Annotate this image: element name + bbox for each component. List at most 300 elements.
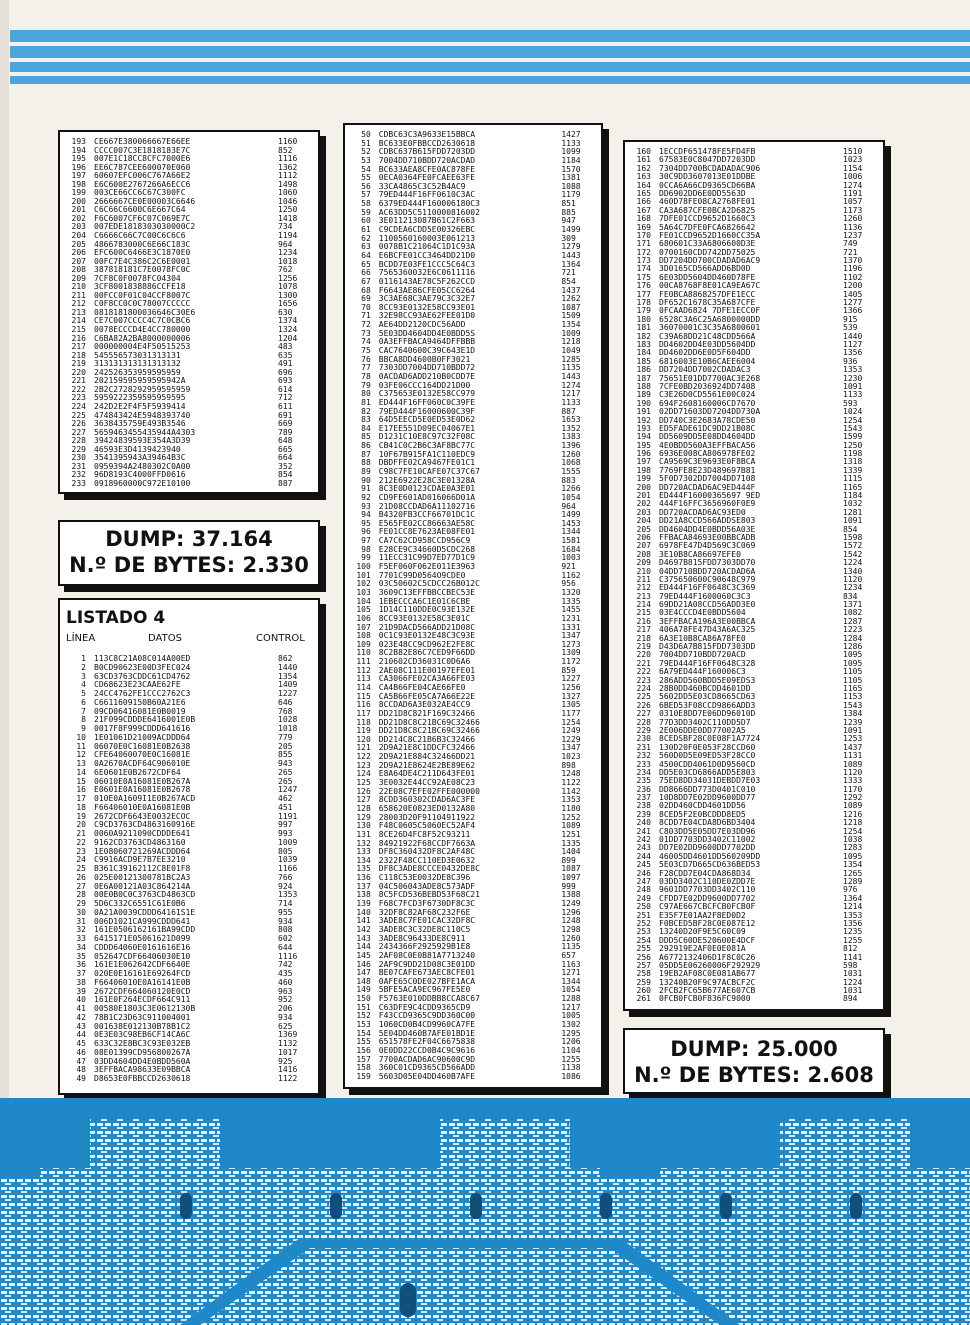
listing-row [625, 148, 883, 156]
listing-row [60, 215, 318, 224]
listing-row [625, 291, 883, 299]
checksum: 1054 [561, 493, 581, 502]
data-hex: CE7C007CCCC4C7C0CBC6 [94, 317, 191, 326]
checksum: 1204 [278, 334, 298, 343]
data-hex: E8A64DE4C211D643FE01 [378, 770, 476, 779]
checksum: 1443 [561, 251, 581, 260]
line-number: 214 [71, 317, 86, 326]
checksum: 1133 [561, 398, 581, 407]
listing-row [60, 1075, 318, 1084]
listing-row [345, 667, 601, 676]
line-number: 212 [636, 584, 651, 593]
data-hex: 1D14C110DDE0C93E132E [378, 606, 476, 615]
listing-row [625, 761, 883, 769]
line-number: 103 [356, 588, 371, 597]
listing-row [625, 987, 883, 995]
listing-row [345, 606, 601, 615]
line-number: 161 [636, 156, 651, 165]
listing-row [60, 673, 318, 682]
data-hex: 03DD4604DD4E0BDD560A [94, 1057, 191, 1066]
dump-box-2 [623, 1028, 885, 1094]
data-hex: 32DF8C82AF68C232F6E [378, 908, 471, 917]
checksum: 1404 [561, 848, 581, 857]
listing-row [60, 386, 318, 395]
line-number: 78 [361, 372, 371, 381]
listing-row [625, 668, 883, 676]
checksum: 1160 [278, 138, 298, 146]
data-hex: DD214C8C21B6B3C32466 [378, 735, 476, 744]
line-number: 76 [361, 355, 371, 364]
data-hex: 5959222359595959595 [94, 394, 186, 403]
listing-row [625, 492, 883, 500]
line-number: 146 [356, 960, 371, 969]
line-number: 204 [71, 232, 86, 241]
listing-row [625, 844, 883, 852]
listing-row [345, 978, 601, 987]
listing-row [625, 467, 883, 475]
checksum: 1091 [843, 382, 863, 391]
line-number: 248 [636, 886, 651, 895]
line-number: 30 [76, 908, 86, 917]
line-number: 218 [636, 634, 651, 643]
line-number: 159 [356, 1072, 371, 1081]
listing-row [625, 551, 883, 559]
checksum: 1234 [843, 584, 863, 593]
checksum: 1542 [843, 550, 863, 559]
listing-row [60, 1005, 318, 1014]
data-hex: F5EF060F062E011E3963 [378, 563, 476, 572]
line-number: 220 [636, 651, 651, 660]
checksum: 883 [561, 476, 576, 485]
data-hex: 313131313131313132 [94, 360, 181, 369]
listing-row [625, 677, 883, 685]
checksum: 1024 [843, 408, 863, 417]
data-hex: 21D9DACD566ADD21D08C [378, 623, 476, 632]
checksum: 1440 [843, 332, 863, 341]
listing-row [345, 1056, 601, 1065]
checksum: 1135 [561, 943, 581, 952]
listing-row [625, 626, 883, 634]
data-hex: 8CDD7E04CDA8D6BD3404 [659, 819, 756, 828]
listing-row [345, 226, 601, 235]
checksum: 1335 [561, 597, 581, 606]
data-hex: C6C66C6600C6E667C64 [94, 206, 186, 215]
line-number: 32 [76, 926, 86, 935]
checksum: 1191 [278, 812, 298, 821]
data-hex: 0959394A2480302C0A00 [94, 462, 191, 471]
line-number: 223 [71, 394, 86, 403]
listing-row [625, 685, 883, 693]
listing-row [625, 618, 883, 626]
data-hex: F0BCED5BF28C0E087E12 [659, 919, 756, 928]
line-number: 11 [76, 742, 86, 751]
line-number: 59 [361, 208, 371, 217]
data-hex: 2B2C2728292959595959 [94, 385, 191, 394]
line-number: 68 [361, 286, 371, 295]
checksum: 1353 [561, 796, 581, 805]
checksum: 1248 [561, 917, 581, 926]
checksum: 1572 [843, 542, 863, 551]
data-hex: 3609C13EFFBBCCBEC53E [378, 588, 476, 597]
data-hex: 7565360032E6C0611116 [378, 269, 476, 278]
data-hex: 63CD3763CDDC61CD4762 [94, 672, 191, 681]
checksum: 1327 [561, 692, 581, 701]
data-hex: FE01CC8E7623AE08FE01 [378, 528, 476, 537]
listing-row [345, 451, 601, 460]
line-number: 163 [636, 173, 651, 182]
checksum: 1353 [278, 891, 298, 900]
byte-count: N.º DE BYTES: 2.608 [634, 1063, 874, 1087]
listing-row [345, 183, 601, 192]
checksum: 1352 [561, 424, 581, 433]
line-number: 46 [76, 1048, 86, 1057]
data-hex: E0601E0A16081E0B2678 [94, 786, 191, 795]
checksum: 1288 [561, 995, 581, 1004]
data-hex: 242D2E2F4F5F5939414 [94, 402, 186, 411]
listing-row [625, 601, 883, 609]
checksum: 1509 [561, 312, 581, 321]
listing-row [60, 283, 318, 292]
data-hex: DD4604DD4E0BDD56A03E [659, 525, 756, 534]
listing-row [345, 814, 601, 823]
checksum: 762 [278, 266, 293, 275]
data-hex: C3E26D0CD5561E00C024 [659, 391, 756, 400]
checksum: 669 [278, 420, 293, 429]
listing-row [345, 1030, 601, 1039]
column-header-datos: DATOS [148, 633, 182, 644]
line-number: 1 [81, 655, 86, 663]
line-number: 222 [71, 385, 86, 394]
checksum: 952 [278, 996, 293, 1005]
listing-row [625, 542, 883, 550]
data-hex: C9916ACD9E7B7EE3210 [94, 856, 186, 865]
data-hex: 2322F48CC110ED3E0632 [378, 856, 476, 865]
data-hex: DD8666DD773D0401C010 [659, 785, 756, 794]
listing-row [60, 206, 318, 215]
checksum: 1095 [843, 852, 863, 861]
listing-row [60, 1023, 318, 1032]
line-number: 58 [361, 200, 371, 209]
line-number: 155 [356, 1038, 371, 1047]
line-number: 189 [636, 391, 651, 400]
listing-row [625, 282, 883, 290]
data-hex: B0CD90623E00D3FEC024 [94, 663, 191, 672]
listing-row [345, 235, 601, 244]
listing-row [625, 433, 883, 441]
line-number: 172 [636, 248, 651, 257]
line-number: 101 [356, 571, 371, 580]
data-hex: 8C3E0D0123CDAE0A3E01 [378, 485, 476, 494]
listing-row [345, 321, 601, 330]
listing-row [345, 883, 601, 892]
line-number: 137 [356, 882, 371, 891]
line-number: 142 [356, 925, 371, 934]
listing-row [625, 375, 883, 383]
data-hex: CFE64060070E0C16081E [94, 751, 191, 760]
line-number: 173 [636, 257, 651, 266]
checksum: 1200 [843, 282, 863, 291]
listing-row [625, 500, 883, 508]
data-hex: 00FC7E4C386C2C6E0001 [94, 257, 191, 266]
data-hex: 5E04DD460B7AFE01BD1E [378, 1029, 476, 1038]
checksum: 1396 [561, 442, 581, 451]
listing-row [625, 861, 883, 869]
checksum: 887 [561, 407, 576, 416]
column-header-control: CONTROL [256, 633, 305, 644]
checksum: 1217 [561, 1003, 581, 1012]
listing-row [345, 917, 601, 926]
checksum: 1374 [278, 317, 298, 326]
line-number: 20 [76, 821, 86, 830]
checksum: 1235 [843, 928, 863, 937]
checksum: 1018 [278, 257, 298, 266]
data-hex: 560D0D5E09ED53F28CC0 [659, 752, 756, 761]
data-hex: DD5609DD5E08DD4604DD [659, 433, 756, 442]
line-number: 236 [636, 785, 651, 794]
listing-row [60, 743, 318, 752]
line-number: 150 [356, 995, 371, 1004]
data-hex: 36070001C3C35A6800601 [659, 324, 761, 333]
line-number: 5 [81, 690, 86, 698]
listing-row [625, 450, 883, 458]
checksum: 1089 [561, 822, 581, 831]
data-hex: CA4B66FE04CAE66FE0 [378, 684, 466, 692]
line-number: 66 [361, 269, 371, 278]
line-number: 234 [636, 768, 651, 777]
checksum: 1252 [561, 813, 581, 822]
listing-row [345, 477, 601, 486]
checksum: 997 [278, 821, 293, 830]
data-hex: 2D9A21E884C32466DD21 [378, 753, 476, 762]
line-number: 35 [76, 952, 86, 961]
checksum: 1289 [843, 877, 863, 886]
listing-row [625, 349, 883, 357]
checksum: 435 [278, 970, 293, 978]
line-number: 208 [71, 266, 86, 275]
listing-row [345, 157, 601, 166]
checksum: 899 [561, 856, 576, 865]
data-hex: 0A3EFFBACA9464DFFBBB [378, 338, 476, 347]
data-hex: 03C50602C5CDCC26B012C [378, 580, 480, 589]
line-number: 140 [356, 908, 371, 917]
listing-row [625, 316, 883, 324]
data-hex: 658620E0823ED0132A80 [378, 804, 476, 813]
listing-rows [345, 131, 601, 1081]
checksum: 265 [278, 777, 293, 786]
listing-rows [625, 148, 883, 1004]
data-hex: 2666667CE0E00003C6646 [94, 197, 196, 206]
listing-row [60, 241, 318, 250]
checksum: 1333 [843, 777, 863, 786]
data-hex: FE0BCA8868257DFE1ECC [659, 290, 756, 299]
line-number: 132 [356, 839, 371, 848]
line-number: 17 [76, 795, 86, 803]
data-hex: 210602CD36031C0D6A6 [378, 658, 471, 667]
line-number: 70 [361, 303, 371, 312]
data-hex: 39424839593E354A3D39 [94, 437, 191, 446]
checksum: 1255 [561, 1055, 581, 1064]
data-hex: 8C5FCD536BEBD53F68C21 [378, 891, 480, 900]
checksum: 1277 [843, 299, 863, 308]
line-number: 82 [361, 407, 371, 416]
line-number: 178 [636, 299, 651, 308]
checksum: 1295 [561, 1029, 581, 1038]
checksum: 768 [278, 707, 293, 716]
data-hex: 05DD5E06260006F292929 [659, 961, 761, 970]
line-number: 164 [636, 181, 651, 190]
line-number: 235 [636, 777, 651, 786]
checksum: 1087 [561, 303, 581, 312]
listing-rows [60, 138, 318, 488]
line-number: 156 [356, 1046, 371, 1055]
line-number: 96 [361, 528, 371, 537]
listing-row [345, 174, 601, 183]
line-number: 53 [361, 156, 371, 165]
data-hex: 0E0DD22CCD0B4C9C9616 [378, 1046, 476, 1055]
line-number: 224 [636, 685, 651, 693]
checksum: 1224 [843, 559, 863, 568]
data-hex: BE07CAFE673AEC8CFE01 [378, 969, 476, 978]
checksum: 644 [278, 943, 293, 952]
checksum: 1427 [561, 131, 581, 139]
listing-row [345, 554, 601, 563]
line-number: 259 [636, 978, 651, 987]
checksum: 1097 [561, 874, 581, 883]
listing-row [60, 795, 318, 804]
listing-row [60, 716, 318, 725]
line-number: 186 [636, 366, 651, 375]
listing-row [625, 442, 883, 450]
checksum: 614 [278, 385, 293, 394]
checksum: 1132 [278, 1040, 298, 1048]
data-hex: E35F7E01AA2F8ED0D2 [659, 911, 746, 920]
line-number: 210 [71, 283, 86, 292]
line-number: 215 [71, 326, 86, 335]
data-hex: 7700ACDAD6AC90600C9D [378, 1055, 476, 1064]
checksum: 1196 [843, 265, 863, 274]
checksum: 1023 [561, 753, 581, 762]
listing-row [345, 693, 601, 702]
listing-row [625, 484, 883, 492]
data-hex: 9162CD3763CD4863160 [94, 838, 186, 847]
checksum: 1335 [561, 839, 581, 848]
checksum: 1230 [843, 374, 863, 383]
checksum: 1237 [843, 231, 863, 240]
listing-row [345, 1073, 601, 1082]
line-number: 24 [76, 856, 86, 865]
listing-row [345, 364, 601, 373]
data-hex: 78B1C23D63C911004001 [94, 1013, 191, 1022]
listing-row [625, 794, 883, 802]
checksum: 854 [843, 525, 858, 534]
data-hex: 6528C3A6C25A6800000DD [659, 315, 761, 324]
data-hex: 64D5EECD5E0ED53E0D62 [378, 416, 476, 425]
listing-row [345, 191, 601, 200]
line-number: 25 [76, 865, 86, 873]
checksum: 451 [278, 803, 293, 812]
data-hex: 21F099CDDDE6416001E0B [94, 716, 196, 725]
line-number: 39 [76, 987, 86, 996]
checksum: 309 [561, 234, 576, 243]
checksum: 1309 [561, 649, 581, 658]
listing-row [345, 442, 601, 451]
checksum: 1138 [561, 1064, 581, 1073]
listing-row [60, 988, 318, 997]
checksum: 1285 [561, 355, 581, 364]
data-hex: 5603D05E04DD460B7AFE [378, 1072, 476, 1081]
data-hex: F66406010E0A16141E0B [94, 978, 191, 987]
checksum: 462 [278, 795, 293, 803]
listing-row [625, 198, 883, 206]
listing-row [60, 258, 318, 267]
listing-row [625, 651, 883, 659]
line-number: 207 [71, 257, 86, 266]
listing-row [625, 156, 883, 164]
checksum: 1031 [843, 987, 863, 996]
checksum: 1122 [278, 1075, 298, 1083]
data-hex: E565FE02CC86663AE58C [378, 519, 476, 528]
listing-row [625, 274, 883, 282]
checksum: 1224 [843, 978, 863, 987]
data-hex: 023E48CC9CD962E2FE8C [378, 640, 476, 649]
checksum: 1274 [561, 381, 581, 390]
line-number: 201 [636, 492, 651, 501]
data-hex: C375653E0132E58CC979 [378, 390, 476, 399]
data-hex: 01DD7703DD3402C11002 [659, 836, 756, 845]
data-hex: 1EBECCCA6C1E01C6CBE [378, 597, 471, 606]
listing-row [60, 343, 318, 352]
listing-row [625, 786, 883, 794]
listing-row [345, 528, 601, 537]
listing-row [345, 295, 601, 304]
checksum: 1028 [278, 716, 298, 725]
line-number: 69 [361, 295, 371, 304]
line-number: 196 [71, 163, 86, 172]
line-number: 225 [636, 693, 651, 702]
listing-row [625, 719, 883, 727]
listing-row [625, 224, 883, 232]
listing-row [60, 961, 318, 970]
data-hex: 46593E3D4139423940 [94, 445, 181, 454]
line-number: 194 [71, 146, 86, 155]
checksum: 1353 [843, 911, 863, 920]
checksum: 1104 [561, 1046, 581, 1055]
line-number: 165 [636, 189, 651, 198]
line-number: 105 [356, 606, 371, 615]
line-number: 55 [361, 174, 371, 183]
line-number: 158 [356, 1064, 371, 1073]
line-number: 200 [71, 197, 86, 206]
listing-row [625, 962, 883, 970]
data-hex: EFC600C6466E3C1870E0 [94, 249, 191, 258]
line-number: 91 [361, 485, 371, 494]
checksum: 1354 [278, 672, 298, 681]
checksum: 1031 [843, 970, 863, 979]
line-number: 56 [361, 182, 371, 191]
listing-row [625, 475, 883, 483]
data-hex: FFBACA84693E00BBCADB [659, 533, 756, 542]
line-number: 92 [361, 493, 371, 502]
checksum: 1165 [843, 685, 863, 693]
line-number: 77 [361, 364, 371, 373]
data-hex: DD4602DD4E03DD5604DD [659, 340, 756, 349]
listing-row [345, 865, 601, 874]
checksum: 1254 [843, 416, 863, 425]
line-number: 206 [636, 533, 651, 542]
line-number: 86 [361, 442, 371, 451]
data-hex: CA3066FE02CA3A66FE03 [378, 675, 476, 684]
listing-row [60, 138, 318, 147]
